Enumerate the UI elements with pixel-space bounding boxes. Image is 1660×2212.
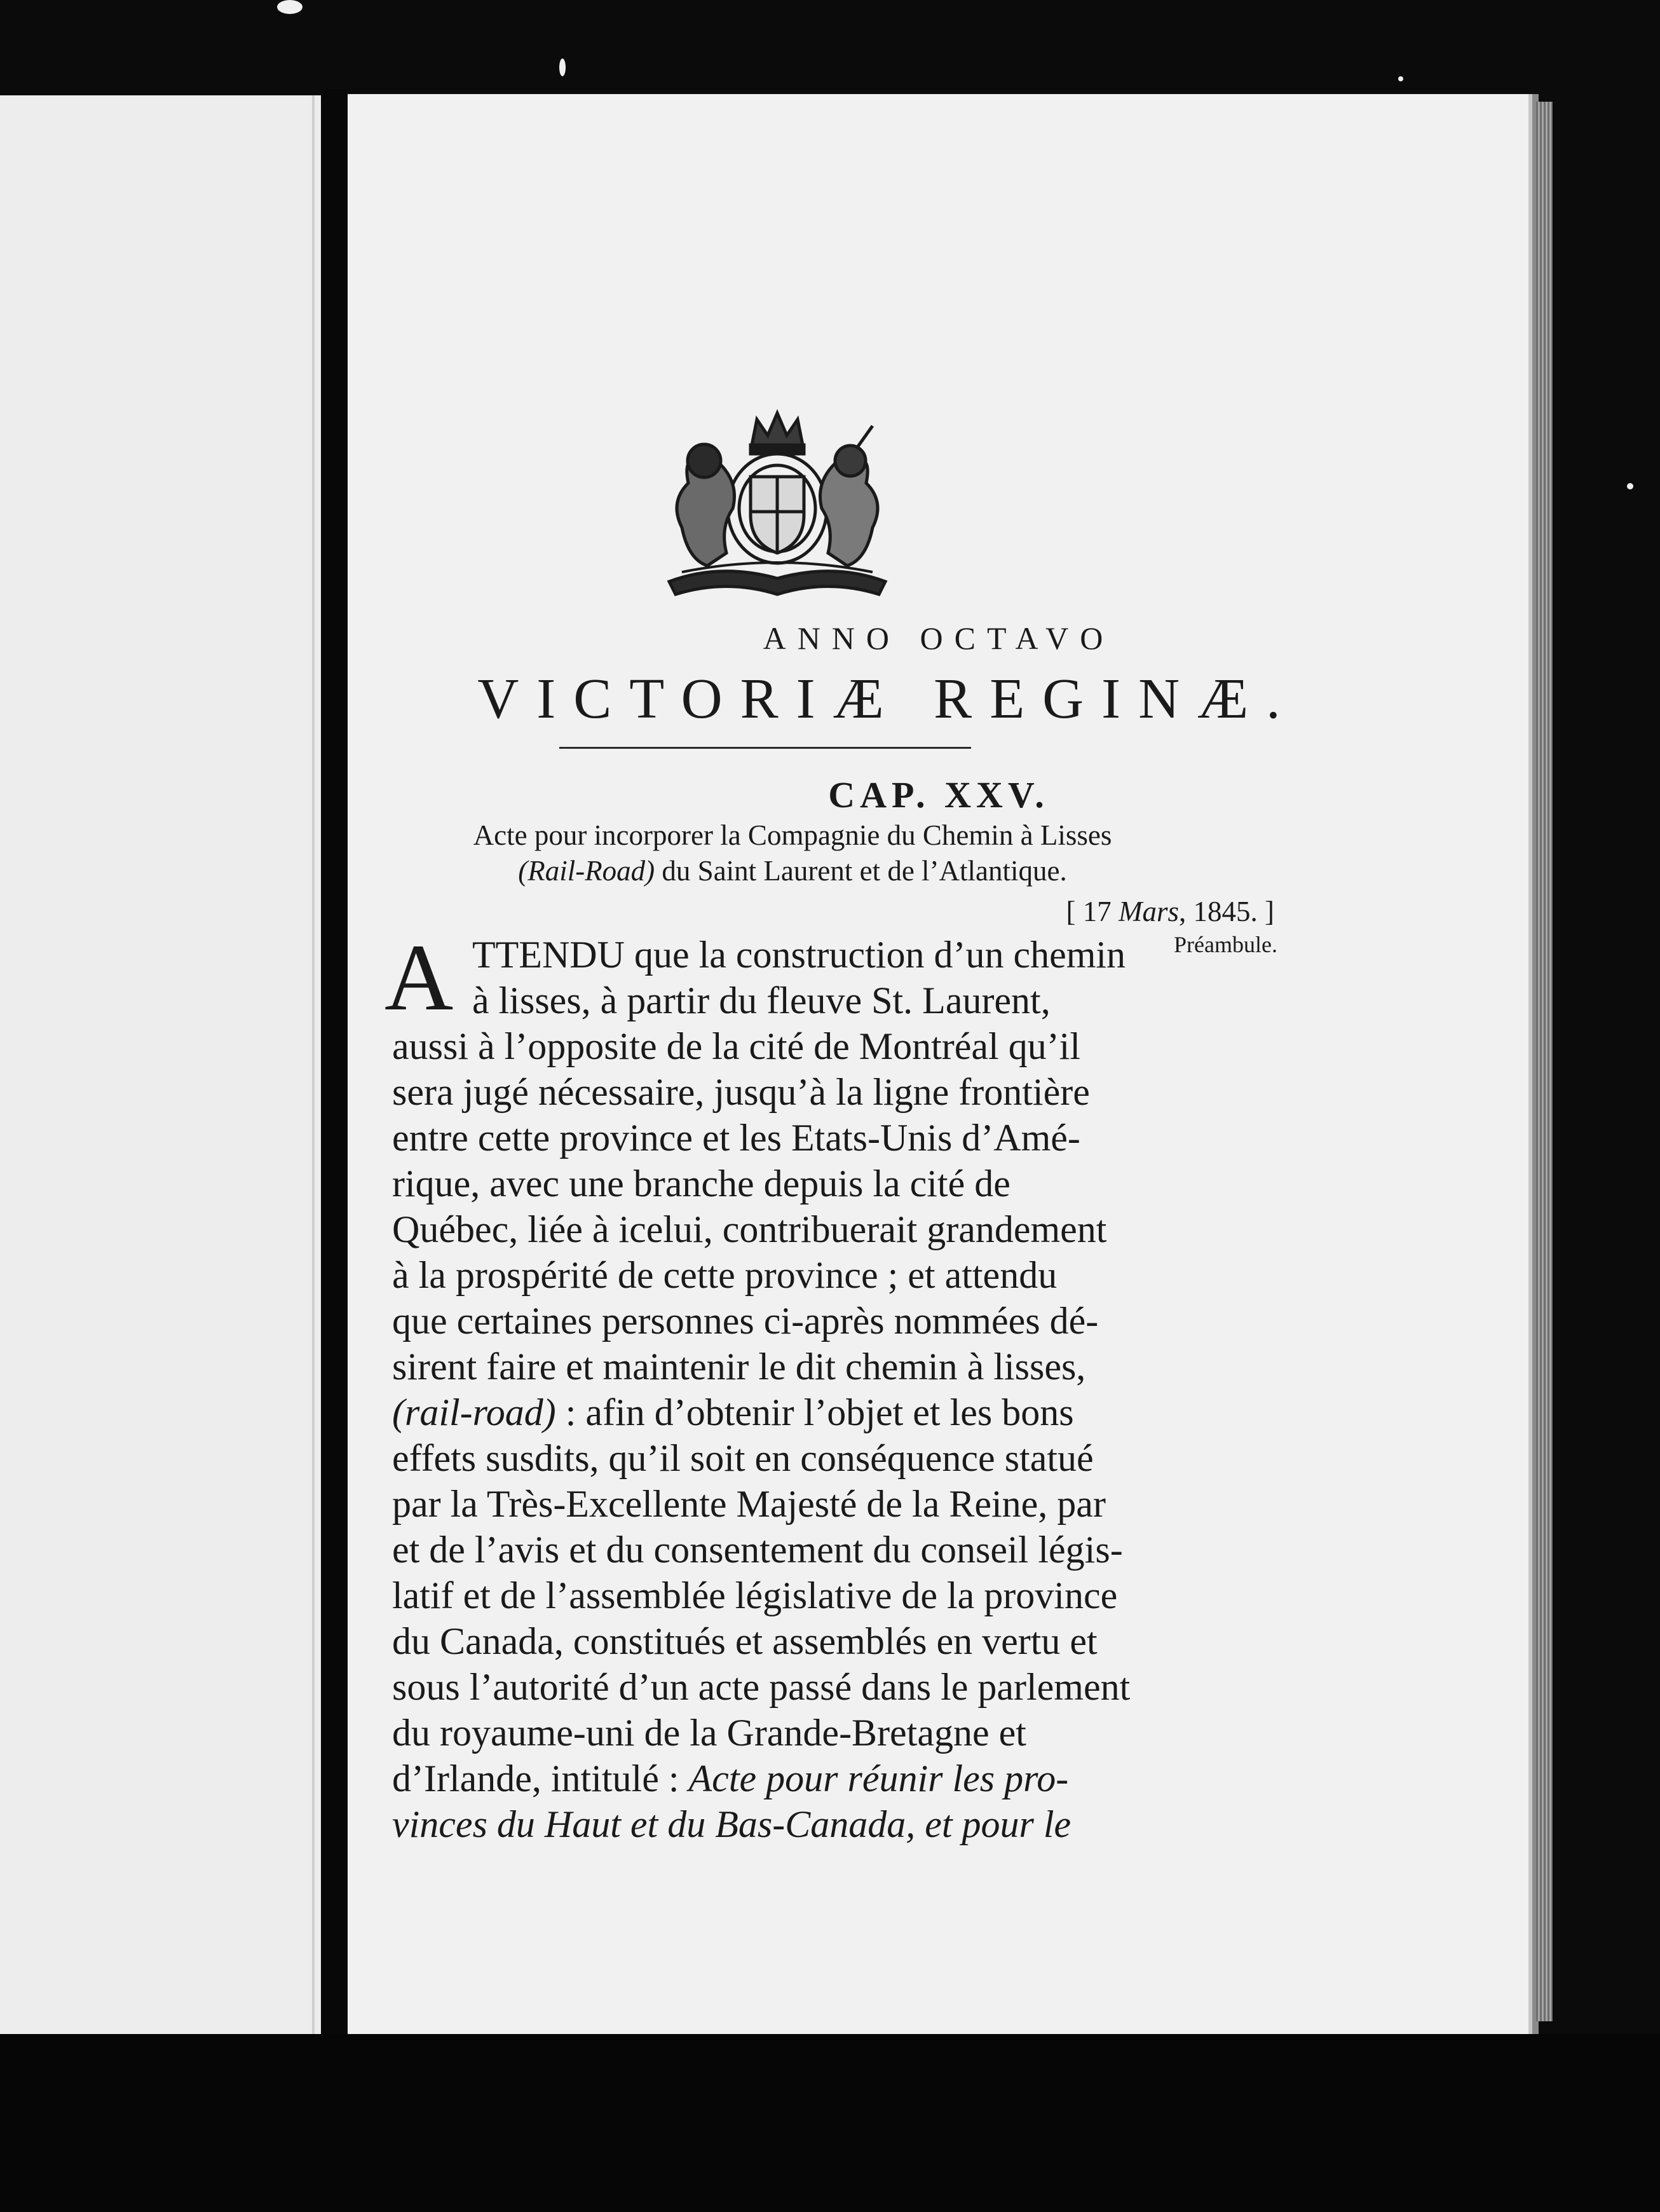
left-page xyxy=(0,95,323,2034)
body-italic: (rail-road) xyxy=(392,1391,556,1433)
body-italic: Acte pour réunir les pro- xyxy=(688,1758,1069,1799)
body-line xyxy=(392,1389,1169,1435)
chapter-number: CAP. XXV. xyxy=(828,774,1049,816)
body-line: rique, avec une branche depuis la cité de xyxy=(392,1163,1010,1205)
body-line: TTENDU que la construction d’un chemin xyxy=(472,934,1126,976)
body-line: aussi à l’opposite de la cité de Montréal qu’il xyxy=(392,1025,1081,1067)
dust-speck xyxy=(1627,483,1633,489)
body-line: sirent faire et maintenir le dit chemin à lisses, xyxy=(392,1346,1086,1388)
body-line: latif et de l’assemblée législative de la province xyxy=(392,1574,1118,1616)
book-gutter xyxy=(321,89,348,2040)
body-line: du Canada, constitués et assemblés en vertu et xyxy=(392,1620,1098,1662)
body-roman: d’Irlande, intitulé : xyxy=(392,1758,689,1799)
body-line: à la prospérité de cette province ; et attendu xyxy=(392,1254,1058,1296)
royal-coat-of-arms-icon xyxy=(644,400,911,604)
body-line: sous l’autorité d’un acte passé dans le parlement xyxy=(392,1666,1131,1708)
assent-date-close: , 1845. ] xyxy=(1179,896,1274,927)
body-line: et de l’avis et du consentement du conseil légis- xyxy=(392,1529,1123,1571)
assent-date-open: [ 17 xyxy=(1066,896,1119,927)
body-line: à lisses, à partir du fleuve St. Laurent, xyxy=(472,980,1051,1021)
body-line: effets susdits, qu’il soit en conséquence statué xyxy=(392,1437,1094,1479)
assent-date xyxy=(1066,894,1274,929)
body-roman: : afin d’obtenir l’objet et les bons xyxy=(555,1391,1074,1433)
chapter-title-line-1: Acte pour incorporer la Compagnie du Chemin à Lisses xyxy=(473,819,1112,851)
left-page-edge xyxy=(312,95,315,2034)
reign-heading: VICTORIÆ REGINÆ. xyxy=(477,667,1298,730)
body-line: sera jugé nécessaire, jusqu’à la ligne frontière xyxy=(392,1071,1090,1113)
chapter-title-line-2 xyxy=(348,853,1237,889)
body-line: vinces du Haut et du Bas-Canada, et pour le xyxy=(392,1803,1072,1845)
dust-speck xyxy=(559,58,566,76)
dust-speck xyxy=(1398,76,1403,81)
scan-bottom-margin xyxy=(0,2034,1660,2212)
heading-rule xyxy=(559,747,971,749)
dust-speck xyxy=(277,0,303,14)
chapter-title-italic: (Rail-Road) xyxy=(518,855,655,887)
chapter-title-rest: du Saint Laurent et de l’Atlantique. xyxy=(655,855,1067,887)
body-line xyxy=(392,1756,1169,1801)
body-line: entre cette province et les Etats-Unis d’Amé- xyxy=(392,1117,1080,1159)
drop-cap: A xyxy=(384,925,454,1030)
anno-heading: ANNO OCTAVO xyxy=(763,620,1115,656)
right-page xyxy=(348,94,1532,2034)
page-block-edges xyxy=(1536,102,1553,2021)
body-line: que certaines personnes ci-après nommées dé- xyxy=(392,1300,1099,1342)
assent-date-month: Mars xyxy=(1118,896,1179,927)
body-line: Québec, liée à icelui, contribuerait grandement xyxy=(392,1208,1107,1250)
body-line: par la Très-Excellente Majesté de la Reine, par xyxy=(392,1483,1106,1525)
marginal-note: Préambule. xyxy=(1174,932,1277,957)
body-line: du royaume-uni de la Grande-Bretagne et xyxy=(392,1712,1026,1754)
